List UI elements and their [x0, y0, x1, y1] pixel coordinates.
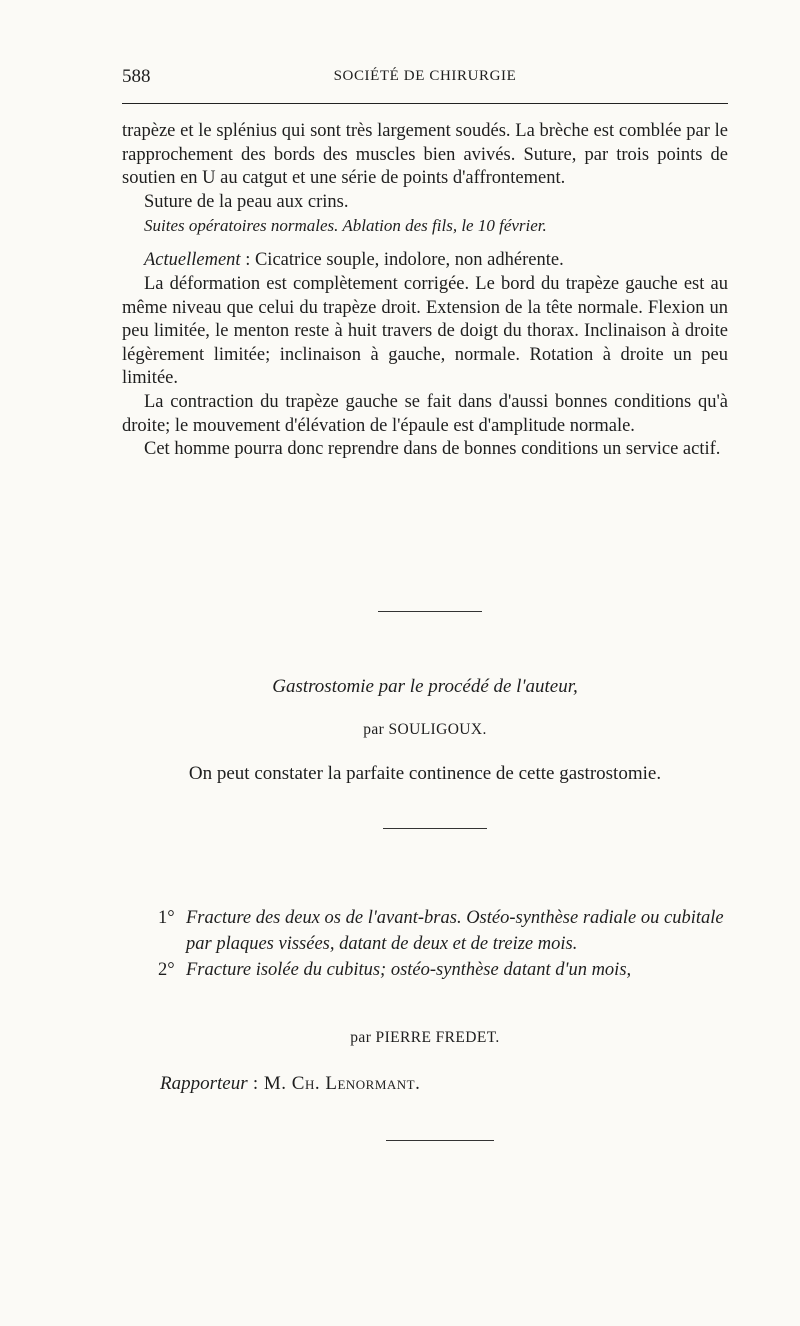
section-separator	[383, 828, 487, 829]
list-item-text: Fracture des deux os de l'avant-bras. Ostéo-synthèse radiale ou cubitale par plaques vissées, datant de deux et de treize mois.	[186, 908, 724, 954]
communication-title: Gastrostomie par le procédé de l'auteur,	[272, 676, 578, 697]
paragraph: On peut constater la parfaite continence de cette gastrostomie.	[188, 763, 662, 784]
rapporteur-label: Rapporteur	[160, 1073, 248, 1094]
paragraph: Suture de la peau aux crins.	[144, 191, 349, 212]
paragraph: La contraction du trapèze gauche se fait dans d'aussi bonnes conditions qu'à droite; le mouvement d'élévation de l'épaule est d'amplitude normale.	[122, 391, 728, 436]
rapporteur-name: : M. Ch. Lenormant.	[247, 1073, 421, 1094]
running-head: SOCIÉTÉ DE CHIRURGIE	[333, 68, 517, 84]
section-separator	[386, 1140, 494, 1141]
list-item-text: Fracture isolée du cubitus; ostéo-synthèse datant d'un mois,	[186, 960, 632, 980]
section-separator	[378, 611, 482, 612]
paragraph: Suites opératoires normales. Ablation des fils, le 10 février.	[144, 216, 547, 236]
list-item	[122, 905, 728, 957]
paragraph-label: Actuellement	[144, 250, 241, 271]
list-number: 1°	[158, 908, 175, 928]
communication-list	[122, 905, 728, 983]
rapporteur-line	[160, 1073, 420, 1095]
communication-author: par SOULIGOUX.	[363, 721, 487, 738]
list-number: 2°	[158, 960, 175, 980]
page-header	[122, 66, 728, 90]
paragraph: Cet homme pourra donc reprendre dans de bonnes conditions un service actif.	[144, 439, 721, 460]
page-number: 588	[122, 66, 151, 87]
communication-author: par PIERRE FREDET.	[350, 1029, 500, 1046]
paragraph	[122, 249, 728, 273]
paragraph: trapèze et le splénius qui sont très largement soudés. La brèche est comblée par le rapprochement des bords des muscles bien avivés. Suture, par trois points de soutien en U au catgut et une série de points d'affrontement.	[122, 121, 728, 189]
section-operation-report	[122, 120, 728, 462]
header-rule	[122, 103, 728, 104]
paragraph-text: : Cicatrice souple, indolore, non adhérente.	[240, 250, 564, 271]
list-item	[122, 957, 728, 983]
paragraph: La déformation est complètement corrigée. Le bord du trapèze gauche est au même niveau que celui du trapèze droit. Extension de la tête normale. Flexion un peu limitée, le menton reste à huit travers de doigt du thorax. Inclinaison à droite légèrement limitée; inclinaison à gauche, normale. Rotation à droite un peu limitée.	[122, 273, 728, 389]
